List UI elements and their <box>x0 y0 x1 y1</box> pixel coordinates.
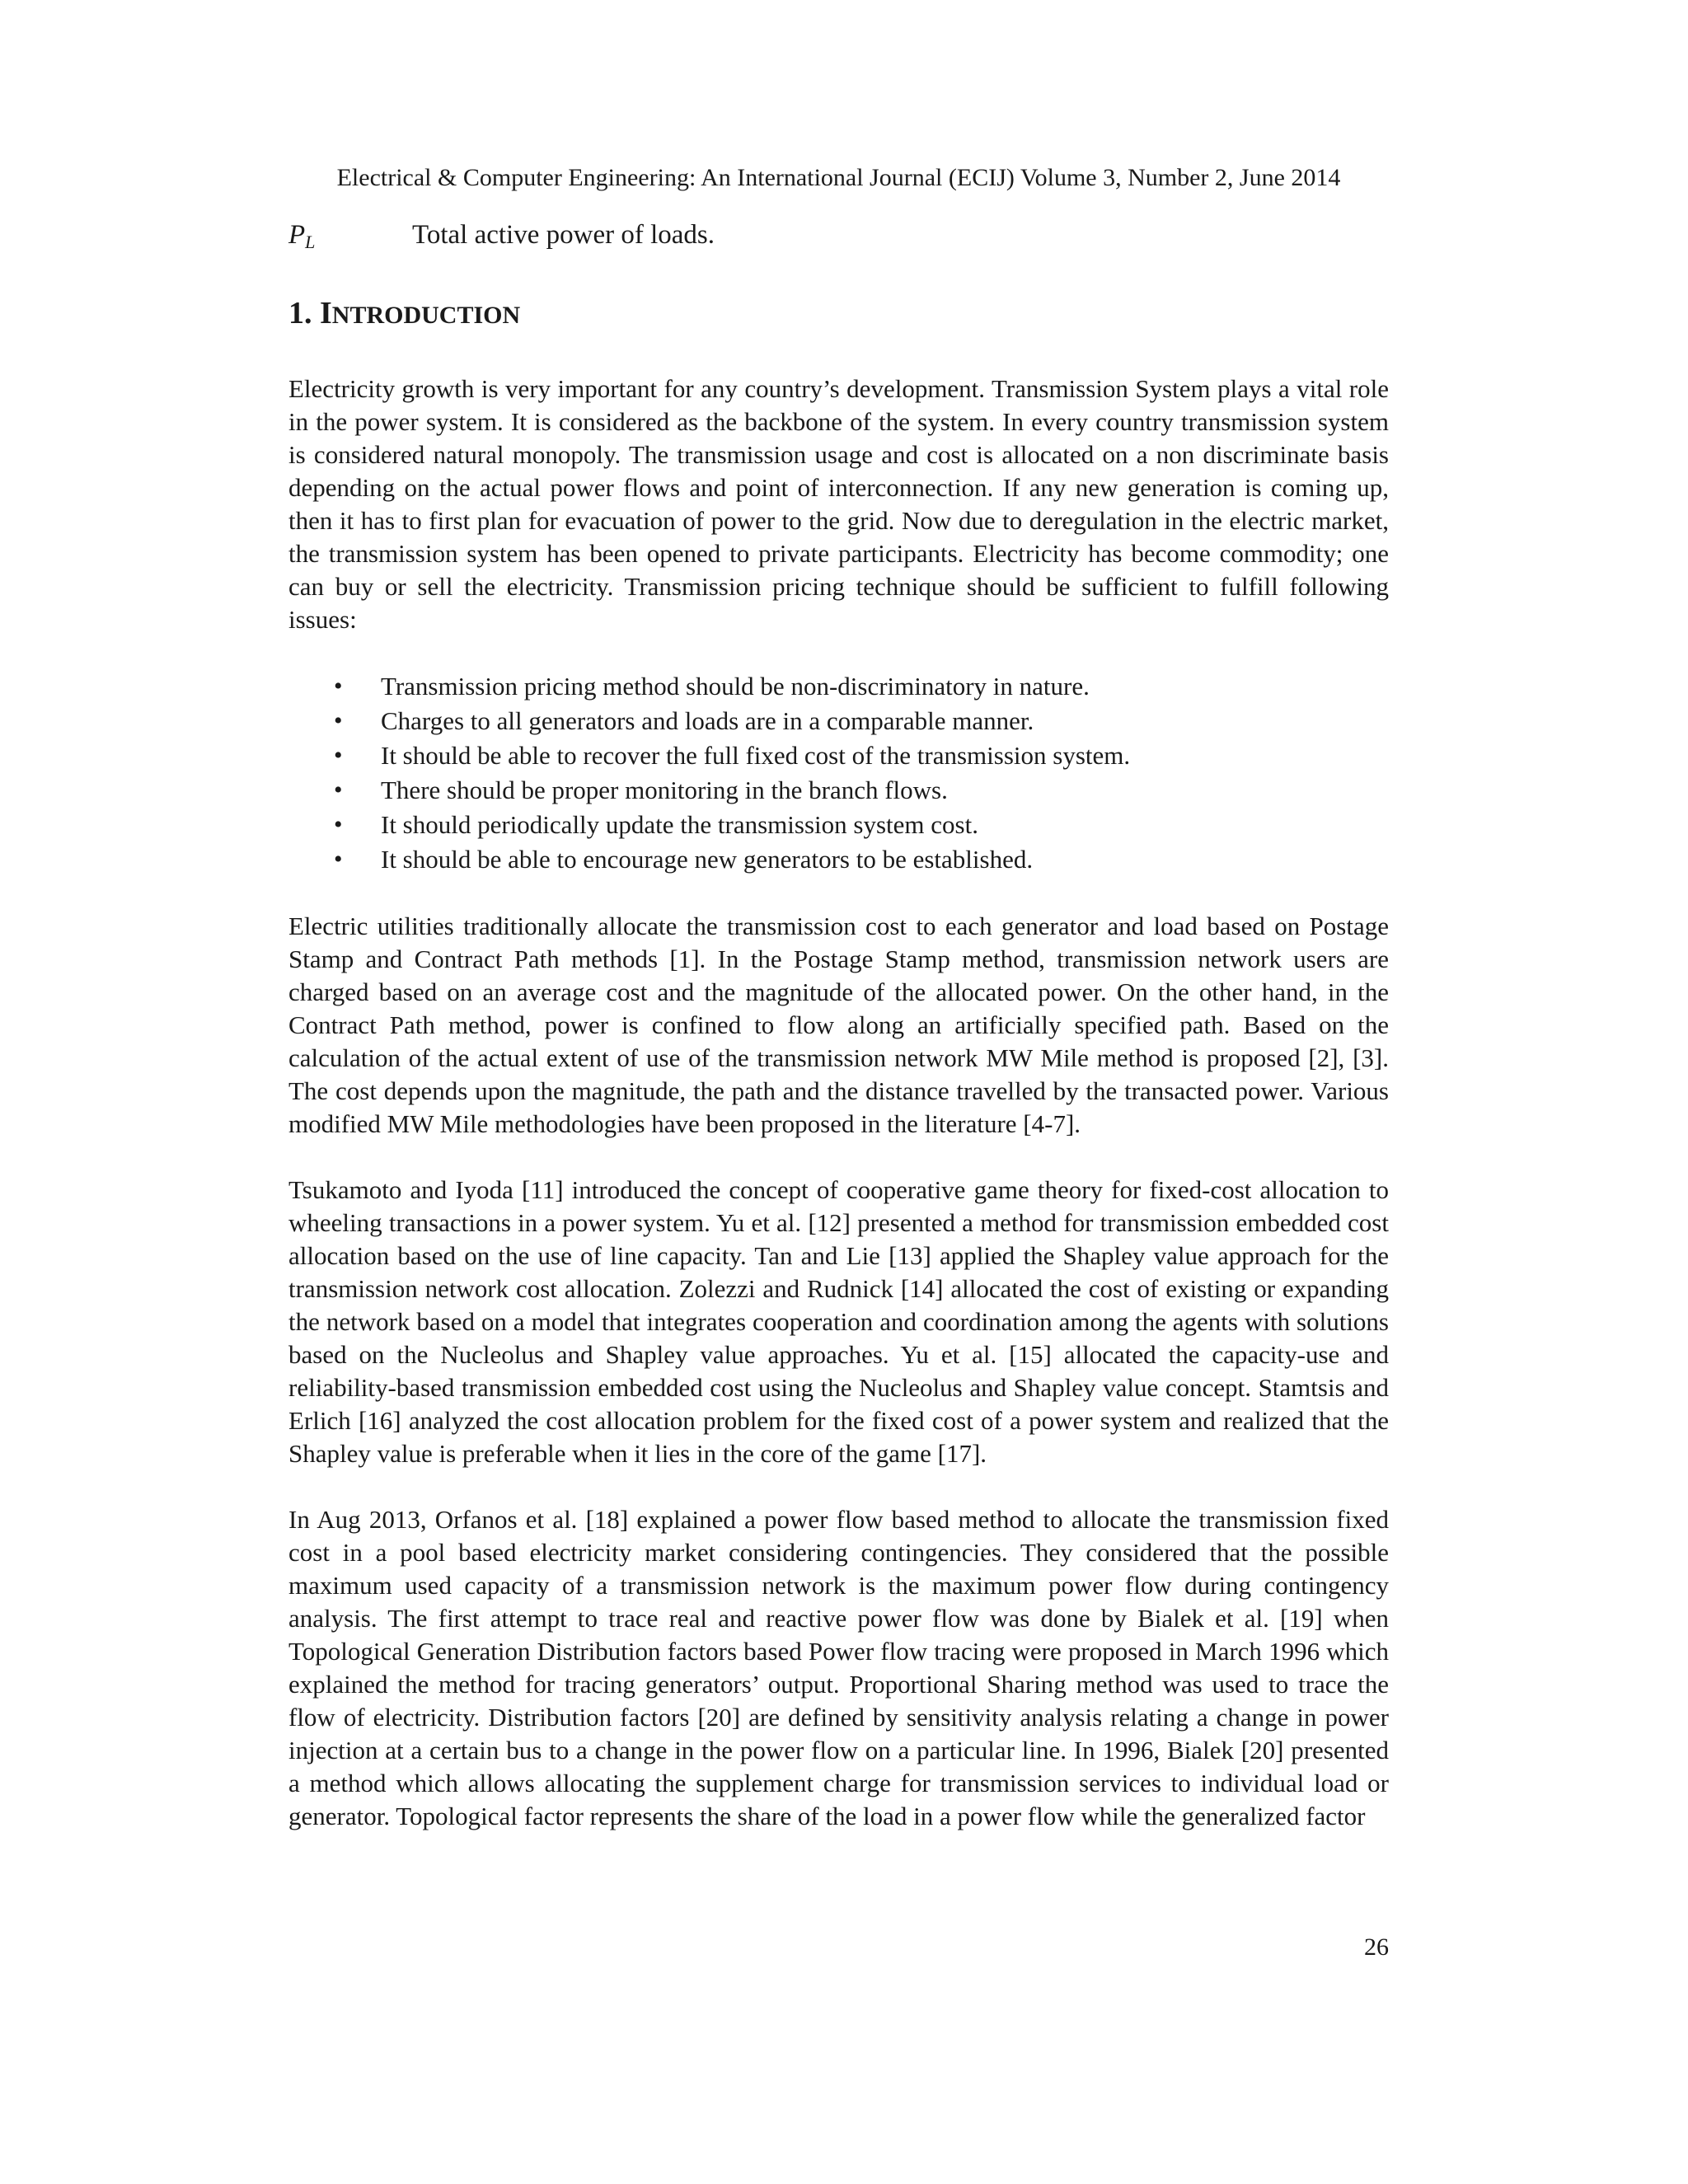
section-heading <box>288 293 520 336</box>
list-item-text: Charges to all generators and loads are in a comparable manner. <box>381 706 1034 735</box>
list-item-text: It should be able to encourage new generators to be established. <box>381 845 1034 874</box>
paragraph-gap <box>288 1141 1389 1174</box>
page-number: 26 <box>1364 1933 1389 1961</box>
nomenclature-definition: Total active power of loads. <box>412 220 715 250</box>
section-number: 1. <box>288 296 312 330</box>
nomenclature-entry <box>288 218 1389 259</box>
list-item <box>288 738 1389 773</box>
paragraph-gap <box>288 1470 1389 1503</box>
list-item-text: There should be proper monitoring in the branch flows. <box>381 776 948 804</box>
requirements-list <box>288 669 1389 877</box>
bullet-icon: • <box>334 742 343 769</box>
section-title-rest: NTRODUCTION <box>331 302 521 329</box>
bullet-icon: • <box>334 707 343 734</box>
paragraph-cost-methods: Electric utilities traditionally allocate the transmission cost to each generator and load based on Postage Stamp and Contract Path methods [1]. In the Postage Stamp method, transmission network users are charged based on an average cost and the magnitude of the allocated power. On the other hand, in the Contract Path method, power is confined to flow along an artificially specified path. Based on the calculation of the actual extent of use of the transmission network MW Mile method is proposed [2], [3]. The cost depends upon the magnitude, the path and the distance travelled by the transacted power. Various modified MW Mile methodologies have been proposed in the literature [4-7]. <box>288 912 1389 1138</box>
symbol-subscript: L <box>305 232 316 252</box>
bullet-icon: • <box>334 811 343 838</box>
bullet-icon: • <box>334 846 343 873</box>
symbol-base: P <box>288 220 306 250</box>
list-item <box>288 808 1389 842</box>
paragraph-intro: Electricity growth is very important for any country’s development. Transmission System plays a vital role in the power system. It is considered as the backbone of the system. In every country transmission system is considered natural monopoly. The transmission usage and cost is allocated on a non discriminate basis depending on the actual power flows and point of interconnection. If any new generation is coming up, then it has to first plan for evacuation of power to the grid. Now due to deregulation in the electric market, the transmission system has been opened to private participants. Electricity has become commodity; one can buy or sell the electricity. Transmission pricing technique should be sufficient to fulfill following issues: <box>288 374 1389 634</box>
list-item <box>288 773 1389 808</box>
section-body <box>288 373 1389 1833</box>
running-header: Electrical & Computer Engineering: An International Journal (ECIJ) Volume 3, Number 2, June 2014 <box>336 164 1341 191</box>
nomenclature-symbol <box>288 218 412 259</box>
list-item <box>288 704 1389 738</box>
list-item-text: It should periodically update the transmission system cost. <box>381 810 978 839</box>
paragraph-game-theory: Tsukamoto and Iyoda [11] introduced the concept of cooperative game theory for fixed-cost allocation to wheeling transactions in a power system. Yu et al. [12] presented a method for transmission embedded cost allocation based on the use of line capacity. Tan and Lie [13] applied the Shapley value approach for the transmission network cost allocation. Zolezzi and Rudnick [14] allocated the cost of existing or expanding the network based on a model that integrates cooperation and coordination among the agents with solutions based on the Nucleolus and Shapley value approaches. Yu et al. [15] allocated the capacity-use and reliability-based transmission embedded cost using the Nucleolus and Shapley value concept. Stamtsis and Erlich [16] analyzed the cost allocation problem for the fixed cost of a power system and realized that the Shapley value is preferable when it lies in the core of the game [17]. <box>288 1175 1389 1468</box>
list-item <box>288 669 1389 704</box>
list-item-text: It should be able to recover the full fixed cost of the transmission system. <box>381 741 1131 770</box>
list-item-text: Transmission pricing method should be non-discriminatory in nature. <box>381 672 1090 701</box>
section-title-initial: I <box>320 296 332 330</box>
paragraph-power-flow-tracing: In Aug 2013, Orfanos et al. [18] explained a power flow based method to allocate the transmission fixed cost in a pool based electricity market considering contingencies. They considered that the possible maximum used capacity of a transmission network is the maximum power flow during contingency analysis. The first attempt to trace real and reactive power flow was done by Bialek et al. [19] when Topological Generation Distribution factors based Power flow tracing were proposed in March 1996 which explained the method for tracing generators’ output. Proportional Sharing method was used to trace the flow of electricity. Distribution factors [20] are defined by sensitivity analysis relating a change in power injection at a certain bus to a change in the power flow on a particular line. In 1996, Bialek [20] presented a method which allows allocating the supplement charge for transmission services to individual load or generator. Topological factor represents the share of the load in a power flow while the generalized factor <box>288 1505 1389 1830</box>
bullet-icon: • <box>334 776 343 804</box>
bullet-icon: • <box>334 673 343 700</box>
list-item <box>288 842 1389 877</box>
